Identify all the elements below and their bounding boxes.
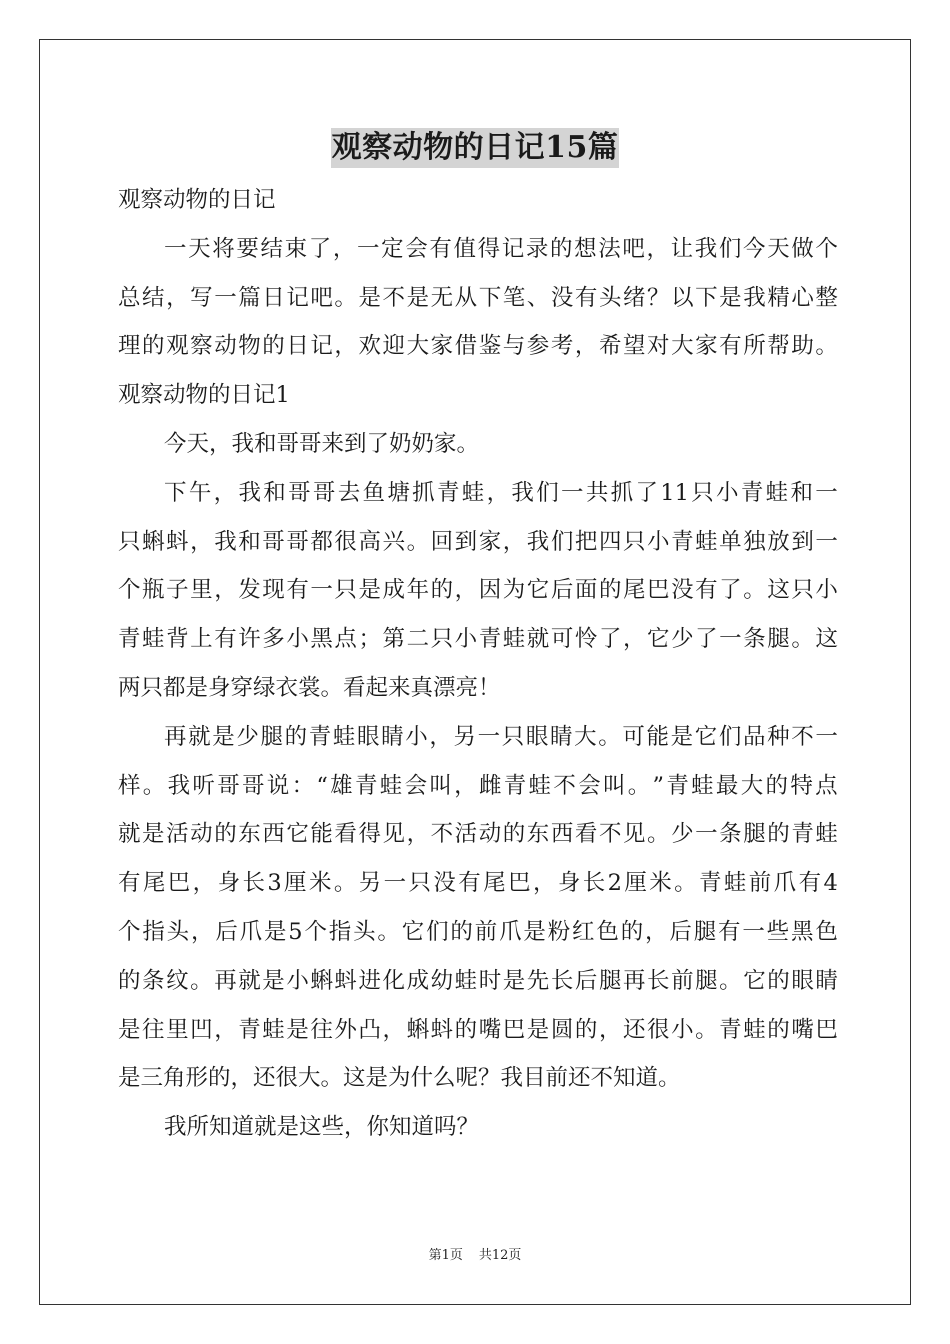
paragraph-line: 个 瓶 子 里 ， 发 现 有 一 只 是 成 年 的 ， 因 为 它 后 面 的 尾 巴 没 有 了 。 这 只 小 bbox=[118, 577, 838, 604]
section-heading: 观察动物的日记 bbox=[118, 187, 276, 213]
paragraph-line: 下 午 ， 我 和 哥 哥 去 鱼 塘 抓 青 蛙 ， 我 们 一 共 抓 了 11 只 小 青 蛙 和 一 bbox=[164, 479, 838, 506]
paragraph-line: 是三角形的，还很大。这是为什么呢？我目前还不知道。 bbox=[118, 1065, 681, 1092]
paragraph-line: 个 指 头 ， 后 爪 是 5 个 指 头 。 它 们 的 前 爪 是 粉 红 色 的 ， 后 腿 有 一 些 黑 色 bbox=[118, 918, 838, 945]
page-number: 第1页 bbox=[428, 1248, 463, 1263]
paragraph-line: 的 条 纹 。 再 就 是 小 蝌 蚪 进 化 成 幼 蛙 时 是 先 长 后 腿 再 长 前 腿 。 它 的 眼 睛 bbox=[118, 967, 838, 994]
section-heading: 观察动物的日记1 bbox=[118, 382, 290, 409]
page-total: 共12页 bbox=[478, 1248, 522, 1263]
paragraph-line: 总 结 ， 写 一 篇 日 记 吧 。 是 不 是 无 从 下 笔 、 没 有 头 绪 ？ 以 下 是 我 精 心 整 bbox=[118, 284, 838, 311]
paragraph-line: 理 的 观 察 动 物 的 日 记 ， 欢 迎 大 家 借 鉴 与 参 考 ， 希 望 对 大 家 有 所 帮 助 。 bbox=[118, 333, 838, 360]
paragraph-line: 今天，我和哥哥来到了奶奶家。 bbox=[164, 430, 480, 457]
paragraph-line: 我所知道就是这些，你知道吗？ bbox=[164, 1114, 480, 1141]
paragraph-line: 是 往 里 凹 ， 青 蛙 是 往 外 凸 ， 蝌 蚪 的 嘴 巴 是 圆 的 ， 还 很 小 。 青 蛙 的 嘴 巴 bbox=[118, 1016, 838, 1043]
paragraph-line: 再 就 是 少 腿 的 青 蛙 眼 睛 小 ， 另 一 只 眼 睛 大 。 可 能 是 它 们 品 种 不 一 bbox=[164, 723, 838, 750]
title-container bbox=[0, 128, 950, 168]
page-footer bbox=[0, 1247, 950, 1265]
paragraph-line: 只 蝌 蚪 ， 我 和 哥 哥 都 很 高 兴 。 回 到 家 ， 我 们 把 四 只 小 青 蛙 单 独 放 到 一 bbox=[118, 528, 838, 555]
paragraph-line: 有 尾 巴 ， 身 长 3 厘 米 。 另 一 只 没 有 尾 巴 ， 身 长 2 厘 米 。 青 蛙 前 爪 有 4 bbox=[118, 870, 838, 897]
paragraph-line: 一 天 将 要 结 束 了 ， 一 定 会 有 值 得 记 录 的 想 法 吧 ， 让 我 们 今 天 做 个 bbox=[164, 235, 838, 262]
paragraph-line: 就 是 活 动 的 东 西 它 能 看 得 见 ， 不 活 动 的 东 西 看 不 见 。 少 一 条 腿 的 青 蛙 bbox=[118, 821, 838, 848]
paragraph-line: 样 。 我 听 哥 哥 说 ： “ 雄 青 蛙 会 叫 ， 雌 青 蛙 不 会 叫 。 ” 青 蛙 最 大 的 特 点 bbox=[118, 772, 838, 799]
paragraph-line: 青 蛙 背 上 有 许 多 小 黑 点 ； 第 二 只 小 青 蛙 就 可 怜 了 ， 它 少 了 一 条 腿 。 这 bbox=[118, 626, 838, 653]
document-body bbox=[118, 176, 838, 1152]
document-title: 观察动物的日记15篇 bbox=[331, 128, 620, 168]
paragraph-line: 两只都是身穿绿衣裳。看起来真漂亮！ bbox=[118, 674, 501, 701]
